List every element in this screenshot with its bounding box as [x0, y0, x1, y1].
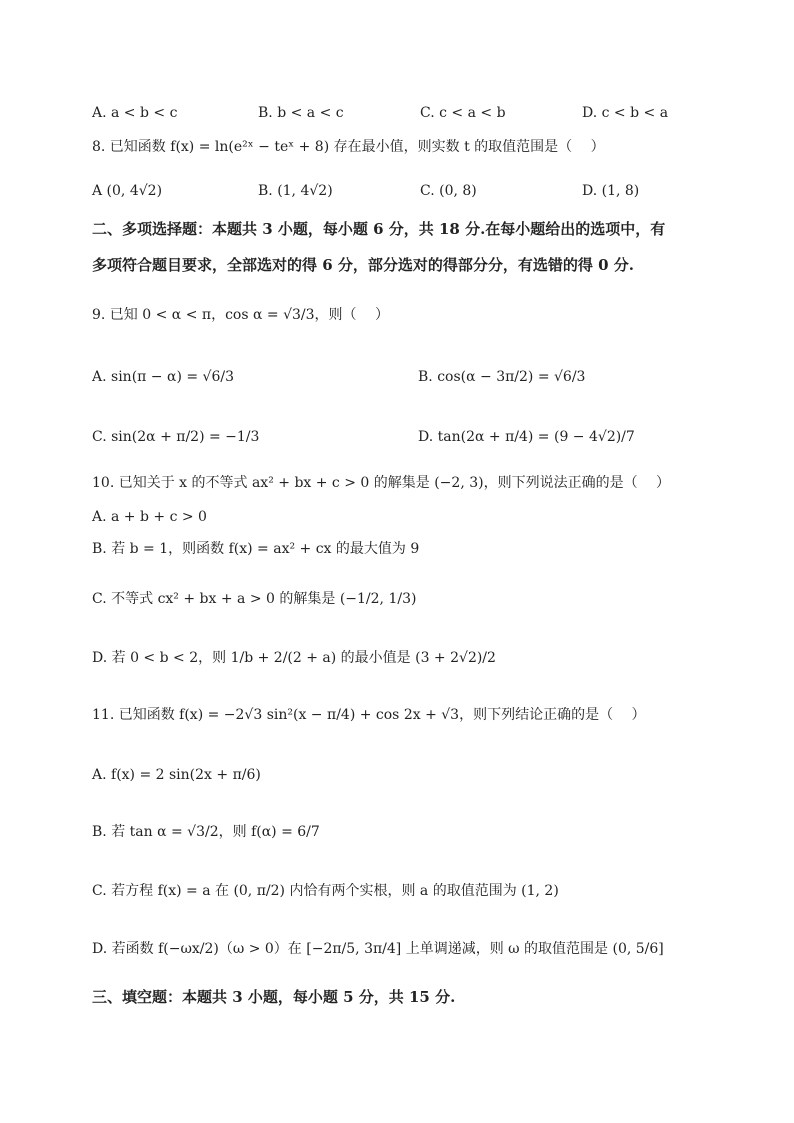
q10-option-b: B. 若 b = 1，则函数 f(x) = ax² + cx 的最大值为 9 — [92, 541, 420, 557]
q7-option-d: D. c < b < a — [582, 105, 669, 121]
q11-stem: 11. 已知函数 f(x) = −2√3 sin²(x − π/4) + cos 2x + √3，则下列结论正确的是（ ） — [92, 707, 646, 723]
q7-option-c: C. c < a < b — [420, 105, 506, 121]
q8-prefix: 8. 已知函数 — [92, 139, 166, 155]
q7-option-b: B. b < a < c — [258, 105, 344, 121]
q8-option-c: C. (0, 8) — [420, 183, 477, 199]
q9-stem: 9. 已知 0 < α < π，cos α = √3/3，则（ ） — [92, 307, 389, 323]
section3-heading: 三、填空题：本题共 3 小题，每小题 5 分，共 15 分. — [92, 988, 456, 1006]
q7-option-a: A. a < b < c — [92, 105, 178, 121]
q9-option-b: B. cos(α − 3π/2) = √6/3 — [418, 369, 586, 385]
q9-option-c: C. sin(2α + π/2) = −1/3 — [92, 429, 260, 445]
q8-stem — [92, 140, 605, 154]
q11-option-b: B. 若 tan α = √3/2，则 f(α) = 6/7 — [92, 824, 320, 840]
q8-option-a: A (0, 4√2) — [92, 183, 163, 199]
q8-option-d: D. (1, 8) — [582, 183, 640, 199]
q8-option-b: B. (1, 4√2) — [258, 183, 333, 199]
q11-option-d: D. 若函数 f(−ωx/2)（ω > 0）在 [−2π/5, 3π/4] 上单调递减，则 ω 的取值范围是 (0, 5/6] — [92, 941, 664, 957]
q10-stem: 10. 已知关于 x 的不等式 ax² + bx + c > 0 的解集是 (−2, 3)，则下列说法正确的是（ ） — [92, 475, 671, 491]
section2-heading-line2: 多项符合题目要求，全部选对的得 6 分，部分选对的得部分分，有选错的得 0 分. — [92, 256, 634, 274]
q11-option-c: C. 若方程 f(x) = a 在 (0, π/2) 内恰有两个实根，则 a 的取值范围为 (1, 2) — [92, 883, 559, 899]
q9-option-a: A. sin(π − α) = √6/3 — [92, 369, 234, 385]
q10-option-d: D. 若 0 < b < 2，则 1/b + 2/(2 + a) 的最小值是 (3 + 2√2)/2 — [92, 650, 496, 666]
q8-suffix: 存在最小值，则实数 t 的取值范围是（ ） — [333, 139, 605, 155]
section2-heading-line1: 二、多项选择题：本题共 3 小题，每小题 6 分，共 18 分.在每小题给出的选项中，有 — [92, 220, 666, 238]
q9-option-d: D. tan(2α + π/4) = (9 − 4√2)/7 — [418, 429, 635, 445]
q11-option-a: A. f(x) = 2 sin(2x + π/6) — [92, 767, 261, 783]
q8-function: f(x) = ln(e²ˣ − teˣ + 8) — [170, 139, 330, 155]
q10-option-c: C. 不等式 cx² + bx + a > 0 的解集是 (−1/2, 1/3) — [92, 591, 417, 607]
q10-option-a: A. a + b + c > 0 — [92, 509, 207, 525]
